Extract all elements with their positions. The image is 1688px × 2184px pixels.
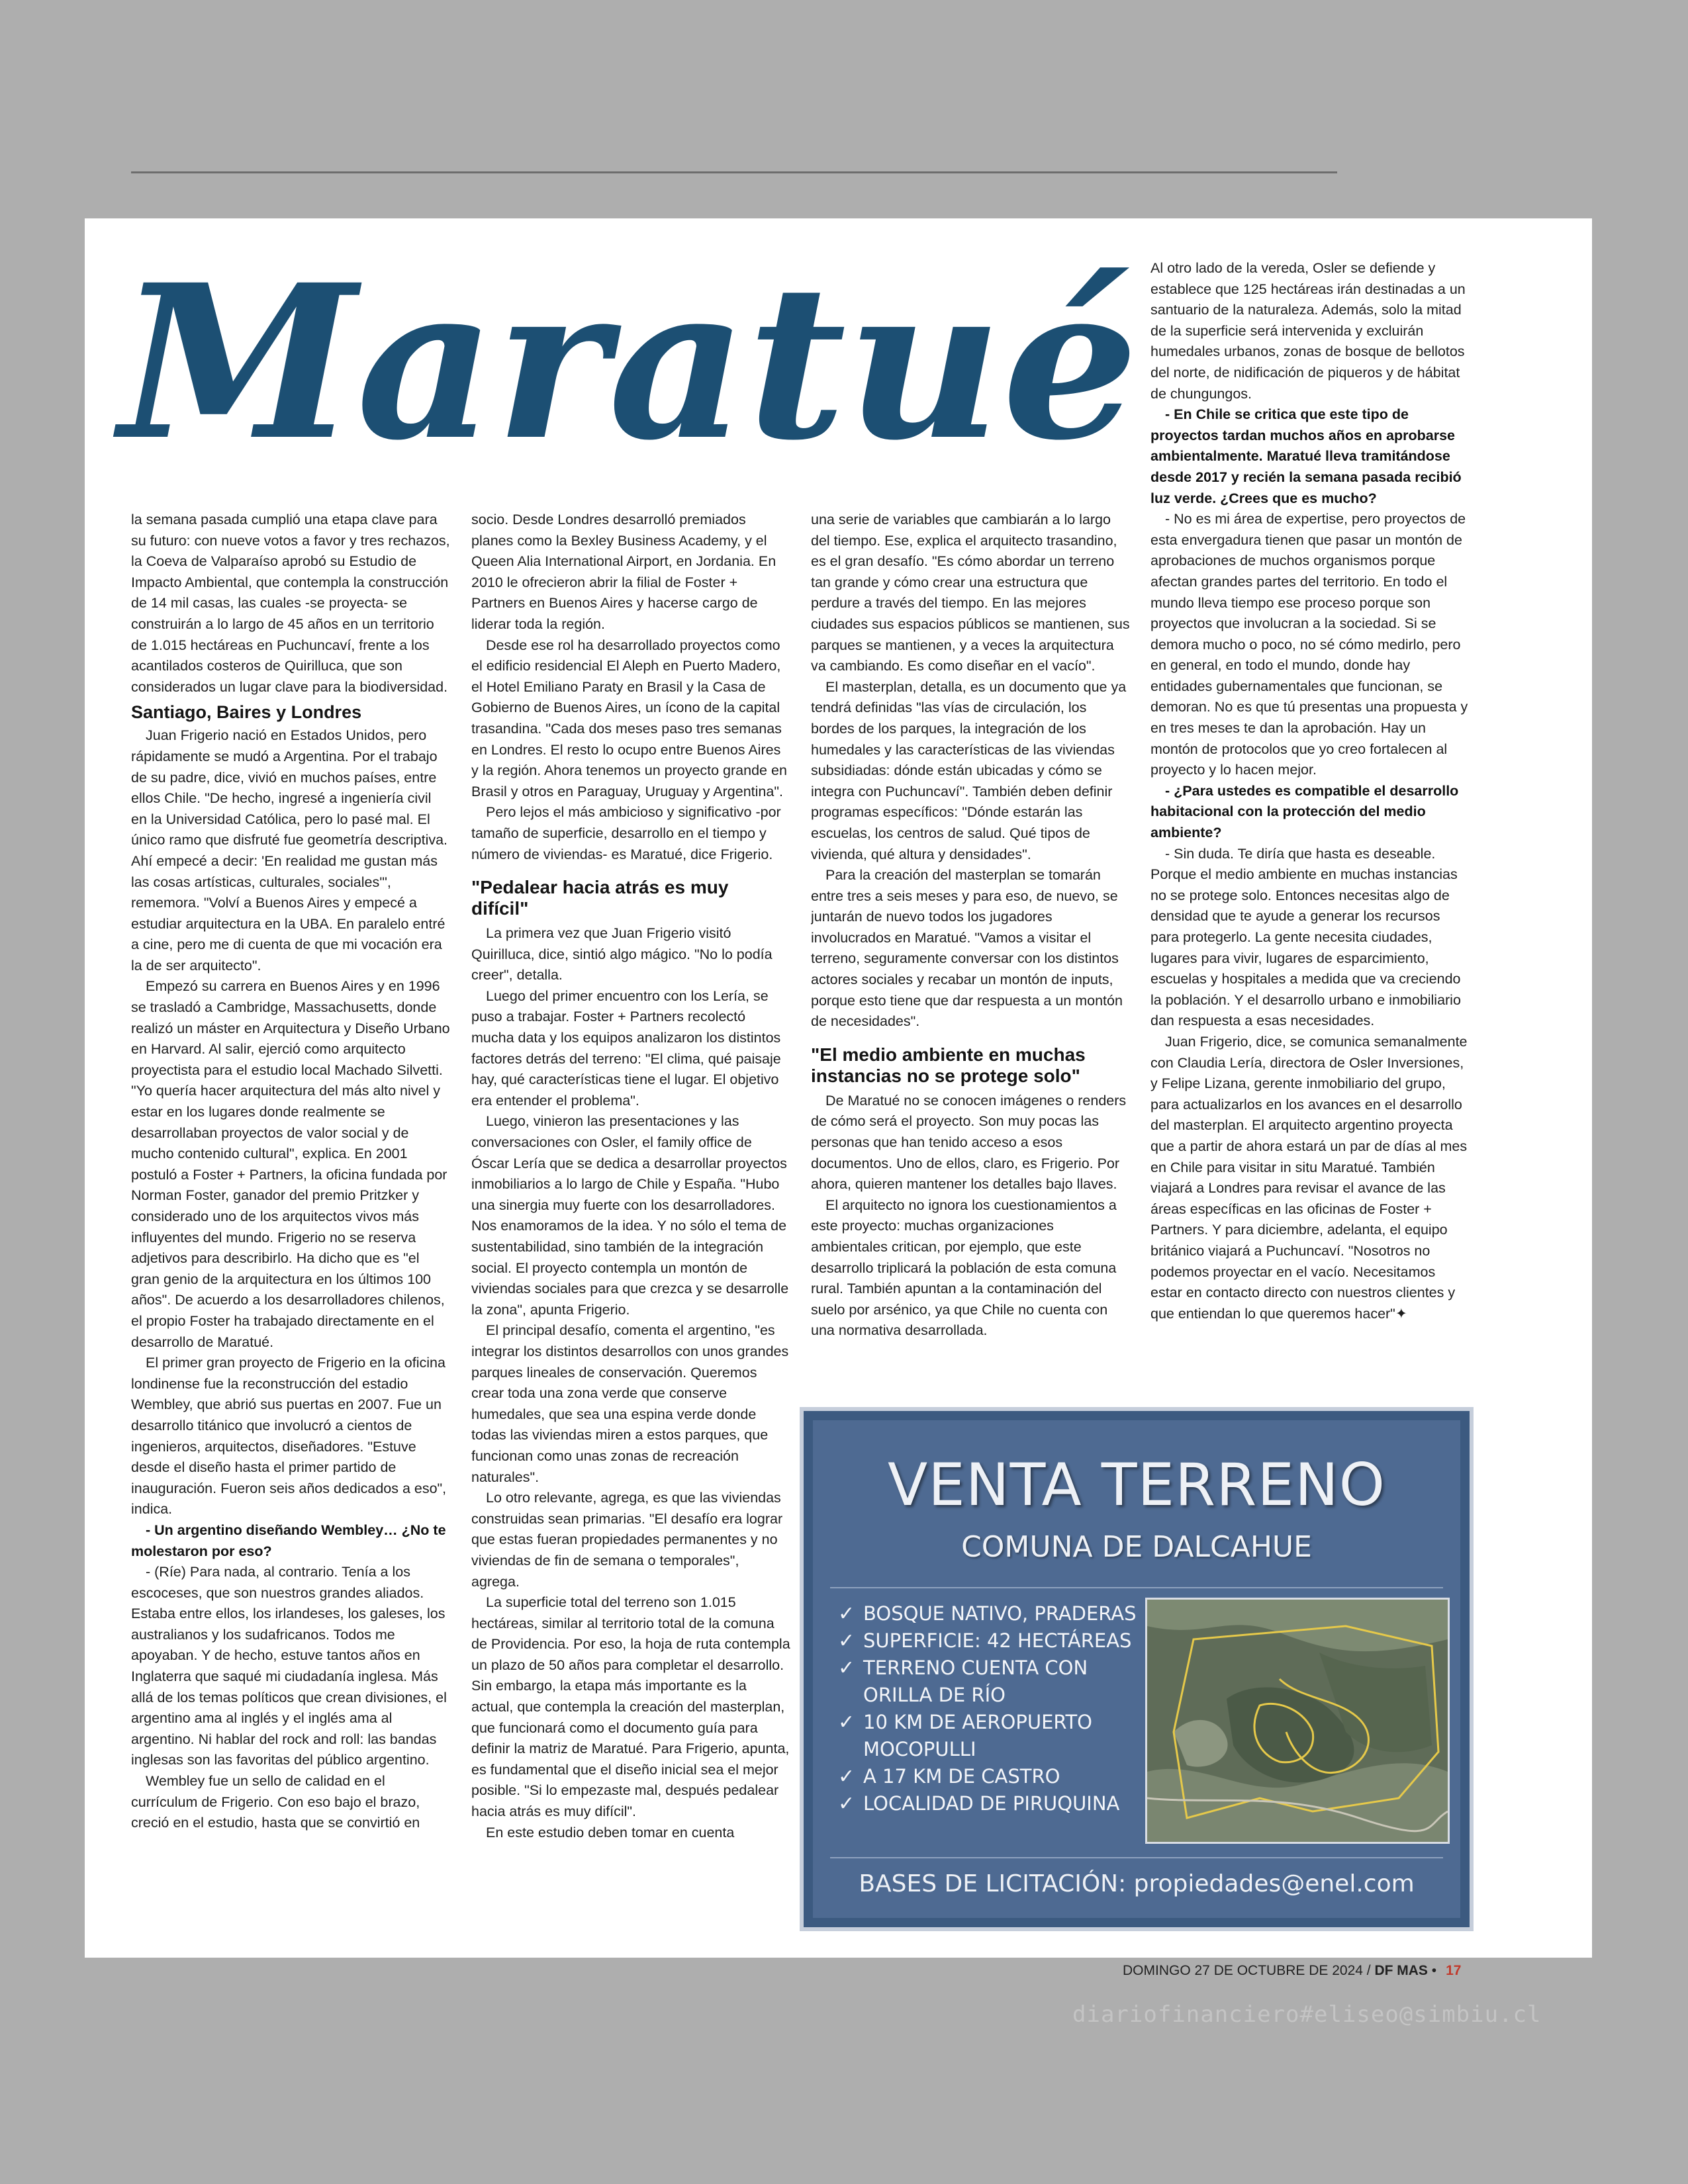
body-paragraph: Luego del primer encuentro con los Lería, se puso a trabajar. Foster + Partners recolectó mucha data y los equipos analizaron los distintos factores detrás del terreno: "El clima, qué paisaje hay, qué características tiene el lugar. El objetivo era entender el problema". xyxy=(471,987,781,1109)
ad-feature-label: TERRENO CUENTA CON ORILLA DE RÍO xyxy=(863,1657,1088,1706)
ad-feature-label: A 17 KM DE CASTRO xyxy=(863,1765,1060,1788)
body-paragraph: Para la creación del masterplan se tomarán entre tres a seis meses y para eso, de nuevo, se juntarán de nuevo todos los jugadores involucrados en Maratué. "Vamos a visitar el terreno, seguramente conversar con los distintos actores sociales y recabar un montón de inputs, porque esto tiene que dar respuesta a un montón de necesidades". xyxy=(811,867,1123,1030)
body-paragraph: Juan Frigerio nació en Estados Unidos, pero rápidamente se mudó a Argentina. Por el trabajo de su padre, dice, vivió en muchos países, entre ellos Chile. "De hecho, ingresé a ingeniería civil en la Universidad Católica, pero lo pasé mal. El único ramo que disfruté fue geometría descriptiva. Ahí empecé a decir: 'En realidad me gustan más las cosas artísticas, culturales, sociales'", rememora. "Volví a Buenos Aires y empecé a estudiar arquitectura en la UBA. En paralelo entré a cine, pero me di cuenta de que mi vocación era la de ser arquitecto". xyxy=(131,727,448,974)
body-paragraph: La primera vez que Juan Frigerio visitó Quirilluca, dice, sintió algo mágico. "No lo podía creer", detalla. xyxy=(471,925,773,983)
body-paragraph: - (Ríe) Para nada, al contrario. Tenía a los escoceses, que son nuestros grandes aliados. Estaba entre ellos, los irlandeses, los galeses, los australianos y los sudafricanos. Todos me apoyaban. Y de hecho, estuve tantos años en Inglaterra que saqué mi ciudadanía inglesa. Más allá de los temas políticos que crean divisiones, el argentino ama al inglés y el inglés ama al argentino. Ni hablar del rock and roll: las bandas inglesas son las favoritas del público argentino. xyxy=(131,1564,447,1768)
body-paragraph: una serie de variables que cambiarán a lo largo del tiempo. Ese, explica el arquitecto trasandino, es el gran desafío. "Es cómo abordar un terreno tan grande y cómo crear una estructura que perdure a través del tiempo. En las mejores ciudades sus espacios públicos se mantienen, sus parques se mantienen, y a veces la arquitectura va cambiando. Es como diseñar en el vacío". xyxy=(811,512,1130,674)
ad-subtitle: COMUNA DE DALCAHUE xyxy=(961,1530,1312,1564)
page-number: 17 xyxy=(1446,1963,1462,1978)
body-paragraph: Al otro lado de la vereda, Osler se defiende y establece que 125 hectáreas irán destinadas a un santuario de la naturaleza. Además, solo la mitad de la superficie será intervenida y excluirán humedales urbanos, zonas de bosque de bellotos del norte, de nidificación de piqueros y de hábitat de chungungos. xyxy=(1150,260,1466,402)
ad-panel xyxy=(813,1420,1460,1918)
section-heading: "Pedalear hacia atrás es muy difícil" xyxy=(471,877,729,919)
checkmark-icon: ✓ xyxy=(838,1602,855,1625)
interview-question: - ¿Para ustedes es compatible el desarrollo habitacional con la protección del medio ambiente? xyxy=(1150,782,1459,841)
ad-feature-item xyxy=(838,1655,1143,1709)
column-1 xyxy=(131,510,450,1939)
body-paragraph: La superficie total del terreno son 1.015 hectáreas, similar al territorio total de la comuna de Providencia. Por eso, la hoja de ruta contempla un plazo de 50 años para completar el desarrollo. Sin embargo, la etapa más importante es la actual, que contempla la creación del masterplan, que funcionará como el documento guía para definir la matriz de Maratué. Para Frigerio, apunta, es fundamental que el diseño inicial sea el mejor posible. "Si lo empezaste mal, después pedalear hacia atrás es muy difícil". xyxy=(471,1594,790,1820)
body-paragraph: Empezó su carrera en Buenos Aires y en 1996 se trasladó a Cambridge, Massachusetts, donde realizó un máster en Arquitectura y Diseño Urbano en Harvard. Al salir, ejerció como arquitecto proyectista para el estudio local Machado Silvetti. "Yo quería hacer arquitectura del más alto nivel y estar en los lugares donde realmente se desarrollaban proyectos de valor social y de mucho contenido cultural", explica. En 2001 postuló a Foster + Partners, la oficina fundada por Norman Foster, ganador del premio Pritzker y considerado uno de los arquitectos vivos más influyentes del mundo. Frigerio no se reserva adjetivos para describirlo. Ha dicho que es "el gran genio de la arquitectura en los últimos 100 años". De acuerdo a los desarrolladores chilenos, el propio Foster ha trabajado directamente en el desarrollo de Maratué. xyxy=(131,978,450,1350)
ad-divider-bottom xyxy=(830,1857,1443,1858)
body-paragraph: Wembley fue un sello de calidad en el currículum de Frigerio. Con eso bajo el brazo, creció en el estudio, hasta que se convirtió en xyxy=(131,1773,420,1831)
body-paragraph: Pero lejos el más ambicioso y significativo -por tamaño de superficie, desarrollo en el tiempo y número de viviendas- es Maratué, dice Frigerio. xyxy=(471,804,781,862)
folio-section: DF MAS xyxy=(1374,1963,1428,1978)
body-paragraph: Desde ese rol ha desarrollado proyectos como el edificio residencial El Aleph en Puerto Madero, el Hotel Emiliano Paraty en Brasil y la Casa de Gobierno de Buenos Aires, un ícono de la capital trasandina. "Cada dos meses paso tres semanas en Londres. El resto lo ocupo entre Buenos Aires y la región. Ahora tenemos un proyecto grande en Brasil y otros en Paraguay, Uruguay y Argentina". xyxy=(471,637,787,799)
body-paragraph: El primer gran proyecto de Frigerio en la oficina londinense fue la reconstrucción del estadio Wembley, que abrió sus puertas en 2007. Fue un desarrollo titánico que involucró a cientos de ingenieros, arquitectos, diseñadores. "Estuve desde el diseño hasta el primer partido de inauguración. Fueron seis años dedicados a eso", indica. xyxy=(131,1355,447,1518)
checkmark-icon: ✓ xyxy=(838,1629,855,1653)
body-paragraph: Luego, vinieron las presentaciones y las conversaciones con Osler, el family office de Óscar Lería que se dedica a desarrollar proyectos inmobiliarios a lo largo de Chile y España. "Hubo una sinergia muy fuerte con los desarrolladores. Nos enamoramos de la idea. Y no sólo el tema de sustentabilidad, sino también de la integración social. El proyecto contempla un montón de viviendas sociales para que crezca y se desarrolle la zona", apunta Frigerio. xyxy=(471,1113,789,1318)
ad-feature-item xyxy=(838,1790,1143,1817)
watermark: diariofinanciero#eliseo@simbiu.cl xyxy=(1072,2001,1542,2028)
checkmark-icon: ✓ xyxy=(838,1765,855,1788)
checkmark-icon: ✓ xyxy=(838,1657,855,1680)
ad-feature-label: SUPERFICIE: 42 HECTÁREAS xyxy=(863,1629,1132,1652)
page-folio xyxy=(1123,1963,1461,1979)
interview-question: - Un argentino diseñando Wembley… ¿No te molestaron por eso? xyxy=(131,1522,446,1559)
body-paragraph: De Maratué no se conocen imágenes o renders de cómo será el proyecto. Son muy pocas las personas que han tenido acceso a esos documentos. Uno de ellos, claro, es Frigerio. Por ahora, quieren mantener los detalles bajo llaves. xyxy=(811,1092,1127,1193)
aerial-map-image xyxy=(1147,1600,1448,1842)
ad-feature-item xyxy=(838,1763,1143,1790)
column-3 xyxy=(811,510,1130,1396)
column-4 xyxy=(1150,258,1470,1396)
section-heading: "El medio ambiente en muchas instancias no se protege solo" xyxy=(811,1044,1086,1086)
ad-features-list xyxy=(838,1600,1143,1817)
body-paragraph: El masterplan, detalla, es un documento que ya tendrá definidas "las vías de circulación, los bordes de los parques, la integración de los humedales y las características de las viviendas subsidiadas: dónde están ubicadas y cómo se integra con Puchuncaví". También deben definir programas específicos: "Dónde estarán las escuelas, los centros de salud. Qué tipos de vivienda, qué altura y densidades". xyxy=(811,678,1127,862)
title-wordmark xyxy=(106,172,1152,503)
ad-feature-label: BOSQUE NATIVO, PRADERAS xyxy=(863,1602,1137,1625)
body-paragraph: En este estudio deben tomar en cuenta xyxy=(486,1824,735,1841)
folio-separator: • xyxy=(1427,1963,1437,1978)
section-heading: Santiago, Baires y Londres xyxy=(131,702,362,723)
body-paragraph: Lo otro relevante, agrega, es que las viviendas construidas sean primarias. "El desafío era lograr que estas fueran propiedades permanentes y no viviendas de fin de semana o temporales", agrega. xyxy=(471,1490,783,1590)
body-paragraph: El arquitecto no ignora los cuestionamientos a este proyecto: muchas organizaciones ambientales critican, por ejemplo, que este desarrollo triplicará la población de esta comuna rural. También apuntan a la contaminación del suelo por arsénico, ya que Chile no cuenta con una normativa desarrollada. xyxy=(811,1197,1117,1339)
ad-feature-item xyxy=(838,1627,1143,1655)
ad-feature-label: 10 KM DE AEROPUERTO MOCOPULLI xyxy=(863,1711,1093,1760)
body-paragraph: - No es mi área de expertise, pero proyectos de esta envergadura tienen que pasar un montón de aprobaciones de muchos organismos porque afectan grandes partes del territorio. En todo el mundo lleva tiempo ese proceso porque son proyectos que involucran a la sociedad. Si se demora mucho o poco, no sé cómo medirlo, pero en general, en todo el mundo, donde hay entidades gubernamentales que funcionan, se demoran. No es que tú presentas una propuesta y en tres meses te dan la aprobación. Hay un montón de protocolos que yo creo fortalecen al proyecto y lo hacen mejor. xyxy=(1150,511,1468,778)
interview-question: - En Chile se critica que este tipo de proyectos tardan muchos años en aprobarse ambientalmente. Maratué lleva tramitándose desde 2017 y recién la semana pasada recibió luz verde. ¿Crees que es mucho? xyxy=(1150,406,1462,506)
folio-date: DOMINGO 27 DE OCTUBRE DE 2024 / xyxy=(1123,1963,1375,1978)
ad-feature-item xyxy=(838,1709,1143,1763)
ad-aerial-map xyxy=(1145,1598,1450,1844)
ad-feature-label: LOCALIDAD DE PIRUQUINA xyxy=(863,1792,1120,1815)
title-text: Maratué xyxy=(112,239,1139,487)
body-paragraph: la semana pasada cumplió una etapa clave para su futuro: con nueve votos a favor y tres rechazos, la Coeva de Valparaíso aprobó su Estudio de Impacto Ambiental, que contempla la construcción de 14 mil casas, las cuales -se proyecta- se construirán a lo largo de 45 años en un territorio de 1.015 hectáreas en Puchuncaví, frente a los acantilados costeros de Quirilluca, que son considerados un lugar clave para la biodiversidad. xyxy=(131,512,450,695)
ad-title: VENTA TERRENO xyxy=(887,1451,1386,1519)
body-paragraph: - Sin duda. Te diría que hasta es deseable. Porque el medio ambiente en muchas instancias no se protege solo. Entonces necesitas algo de densidad que te ayude a generar los recursos para protegerlo. La gente necesita ciudades, lugares para vivir, lugares de esparcimiento, escuelas y hospitales a medida que va creciendo la población. Y el desarrollo urbano e inmobiliario dan respuesta a esas necesidades. xyxy=(1150,845,1461,1029)
body-paragraph: Juan Frigerio, dice, se comunica semanalmente con Claudia Lería, directora de Osler Inversiones, y Felipe Lizana, gerente inmobiliario del grupo, para actualizarlos en los avances en el desarrollo del masterplan. El arquitecto argentino proyecta que a partir de ahora estará un par de días al mes en Chile para visitar in situ Maratué. También viajará a Londres para revisar el avance de las áreas específicas en las oficinas de Foster + Partners. Y para diciembre, adelanta, el equipo británico viajará a Puchuncaví. "Nosotros no podemos proyectar en el vacío. Necesitamos estar en contacto directo con nuestros clientes y que entiendan lo que queremos hacer"✦ xyxy=(1150,1033,1468,1322)
checkmark-icon: ✓ xyxy=(838,1711,855,1734)
checkmark-icon: ✓ xyxy=(838,1792,855,1815)
ad-feature-item xyxy=(838,1600,1143,1627)
ad-venta-terreno xyxy=(800,1407,1474,1931)
ad-divider-top xyxy=(830,1587,1443,1588)
column-2 xyxy=(471,510,790,1939)
body-paragraph: socio. Desde Londres desarrolló premiados planes como la Bexley Business Academy, y el Queen Alia International Airport, en Jordania. En 2010 le ofrecieron abrir la filial de Foster + Partners en Buenos Aires y hacerse cargo de liderar toda la región. xyxy=(471,512,776,632)
ad-footer-contact: BASES DE LICITACIÓN: propiedades@enel.com xyxy=(859,1870,1415,1897)
body-paragraph: El principal desafío, comenta el argentino, "es integrar los distintos desarrollos con unos grandes parques lineales de conservación. Queremos crear toda una zona verde que conserve humedales, que sea una espina verde donde todas las viviendas miren a estos parques, que funcionan como unas zonas de recreación naturales". xyxy=(471,1322,789,1485)
